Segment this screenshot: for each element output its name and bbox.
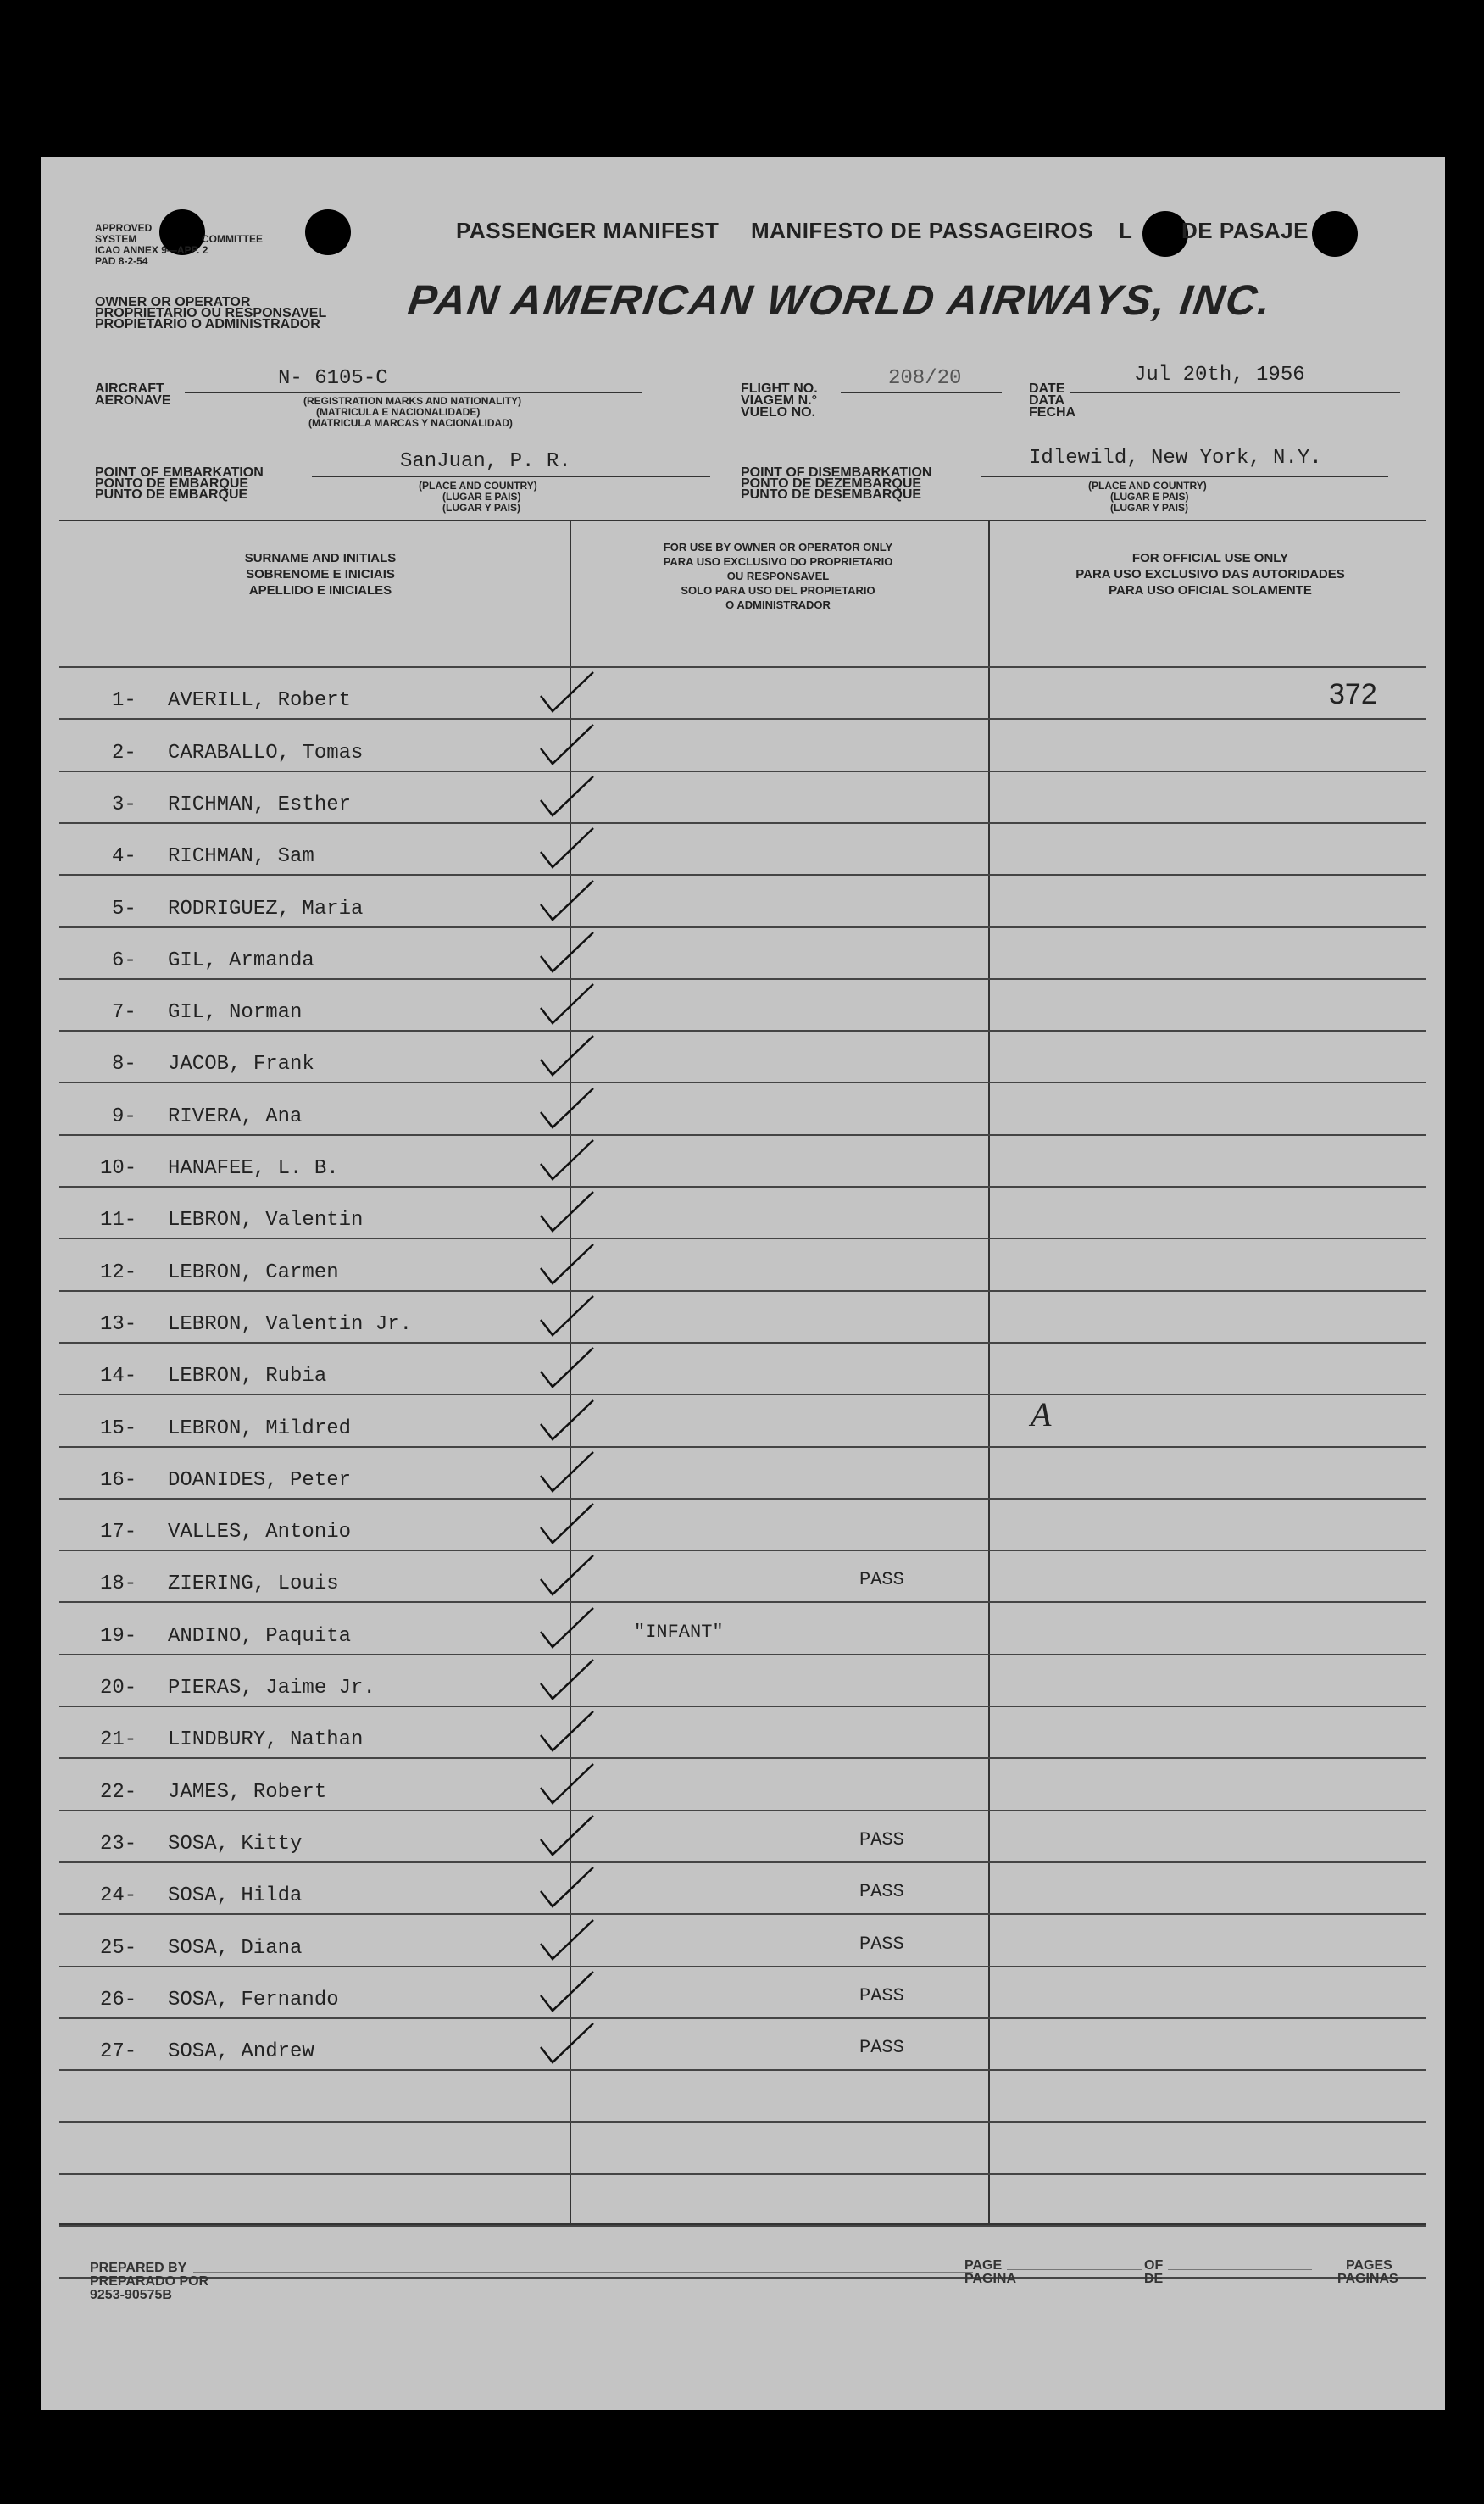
passenger-number: 13-: [100, 1313, 137, 1336]
disembark-label-1: POINT OF DISEMBARKATION: [741, 465, 932, 480]
disembark-note-2: (LUGAR E PAIS): [1110, 491, 1189, 503]
checkmark-icon: [534, 1447, 610, 1498]
embark-label-1: POINT OF EMBARKATION: [95, 465, 264, 480]
passenger-name: SOSA, Fernando: [168, 1989, 339, 2012]
checkmark-icon: [534, 1291, 610, 1342]
owner-label-1: OWNER OR OPERATOR: [95, 295, 251, 309]
row-line: [59, 666, 1426, 668]
col-header-official: [998, 550, 1422, 598]
row-line: [59, 2173, 1426, 2175]
checkmark-icon: [534, 1083, 610, 1134]
aircraft-label-2: AERONAVE: [95, 393, 171, 408]
aircraft-note-2: (MATRICULA E NACIONALIDADE): [316, 406, 481, 418]
passenger-number: 9-: [112, 1105, 136, 1128]
row-line: [59, 1757, 1426, 1759]
approval-line-1: APPROVED: [95, 222, 153, 234]
checkmark-icon: [534, 1603, 610, 1654]
checkmark-icon: [534, 667, 610, 718]
passenger-name: CARABALLO, Tomas: [168, 742, 364, 765]
row-line: [59, 1706, 1426, 1707]
prepared-label-2: PREPARADO POR: [90, 2274, 209, 2289]
passenger-name: AVERILL, Robert: [168, 689, 352, 712]
passenger-number: 23-: [100, 1833, 137, 1856]
flight-label-2: VIAGEM N.°: [741, 393, 817, 408]
date-value: Jul 20th, 1956: [1134, 364, 1305, 387]
checkmark-icon: [534, 927, 610, 978]
passenger-number: 18-: [100, 1572, 137, 1595]
row-line: [59, 1342, 1426, 1344]
col-owner-line-3: OU RESPONSAVEL: [726, 570, 830, 582]
passenger-number: 25-: [100, 1937, 137, 1960]
aircraft-note-1: (REGISTRATION MARKS AND NATIONALITY): [303, 395, 522, 407]
passenger-name: GIL, Norman: [168, 1001, 303, 1024]
row-line: [59, 1394, 1426, 1395]
page-underline: [1007, 2269, 1142, 2270]
passenger-name: LINDBURY, Nathan: [168, 1728, 364, 1751]
passenger-note: PASS: [859, 1569, 904, 1590]
row-line: [59, 2225, 1426, 2227]
row-line: [59, 1601, 1426, 1603]
passenger-number: 7-: [112, 1001, 136, 1024]
row-line: [59, 1654, 1426, 1655]
row-line: [59, 1290, 1426, 1292]
embark-value: SanJuan, P. R.: [400, 450, 571, 473]
embark-note-2: (LUGAR E PAIS): [442, 491, 521, 503]
aircraft-value: N- 6105-C: [278, 367, 388, 390]
passenger-note: PASS: [859, 1829, 904, 1850]
row-line: [59, 771, 1426, 772]
manifest-document: [41, 157, 1445, 2410]
row-line: [59, 1498, 1426, 1500]
row-line: [59, 978, 1426, 980]
prepared-underline: [193, 2272, 973, 2273]
title-es-tail: DE PASAJE: [1181, 218, 1309, 243]
col-owner-line-4: SOLO PARA USO DEL PROPIETARIO: [681, 584, 875, 597]
row-line: [59, 1550, 1426, 1551]
embark-note-3: (LUGAR Y PAIS): [442, 502, 521, 514]
disembark-note-3: (LUGAR Y PAIS): [1110, 502, 1189, 514]
form-number: 9253-90575B: [90, 2288, 172, 2302]
passenger-number: 2-: [112, 742, 136, 765]
flight-label-3: VUELO NO.: [741, 405, 816, 420]
table-top-border: [59, 520, 1426, 521]
row-line: [59, 1082, 1426, 1083]
col-official-line-3: PARA USO OFICIAL SOLAMENTE: [1109, 583, 1312, 598]
aircraft-label-1: AIRCRAFT: [95, 381, 164, 396]
passenger-name: SOSA, Kitty: [168, 1833, 303, 1856]
approval-line-2: SYSTEM: [95, 233, 137, 245]
passenger-name: PIERAS, Jaime Jr.: [168, 1677, 375, 1700]
passenger-name: ZIERING, Louis: [168, 1572, 339, 1595]
passenger-name: RICHMAN, Esther: [168, 793, 352, 816]
aircraft-note-3: (MATRICULA MARCAS Y NACIONALIDAD): [308, 417, 513, 429]
col-names-line-1: SURNAME AND INITIALS: [244, 551, 397, 565]
row-line: [59, 1446, 1426, 1448]
checkmark-icon: [534, 876, 610, 926]
passenger-note: PASS: [859, 1881, 904, 1902]
row-line: [59, 874, 1426, 876]
checkmark-icon: [534, 1862, 610, 1913]
row-line: [59, 2069, 1426, 2071]
checkmark-icon: [534, 979, 610, 1030]
passenger-number: 27-: [100, 2040, 137, 2063]
official-number: 372: [1329, 678, 1377, 710]
passenger-name: RICHMAN, Sam: [168, 845, 314, 868]
embark-label-2: PONTO DE EMBARQUE: [95, 476, 249, 491]
checkmark-icon: [534, 771, 610, 822]
passenger-number: 6-: [112, 949, 136, 972]
row-line: [59, 1966, 1426, 1967]
passenger-number: 8-: [112, 1053, 136, 1076]
passenger-name: LEBRON, Valentin Jr.: [168, 1313, 413, 1336]
date-label-2: DATA: [1029, 393, 1065, 408]
of-underline: [1168, 2269, 1312, 2270]
embark-label-3: PUNTO DE EMBARQUE: [95, 487, 248, 502]
checkmark-icon: [534, 1759, 610, 1810]
owner-label-2: PROPRIETARIO OU RESPONSAVEL: [95, 306, 327, 320]
punch-hole: [1312, 211, 1358, 257]
row-line: [59, 1186, 1426, 1188]
checkmark-icon: [534, 1499, 610, 1550]
col-names-line-3: APELLIDO E INICIALES: [248, 583, 392, 598]
approval-line-4: PAD 8-2-54: [95, 255, 148, 267]
row-line: [59, 1861, 1426, 1863]
row-line: [59, 1810, 1426, 1811]
checkmark-icon: [534, 720, 610, 771]
passenger-number: 10-: [100, 1157, 137, 1180]
flight-label-1: FLIGHT NO.: [741, 381, 818, 396]
pages-label-2: PAGINAS: [1337, 2272, 1398, 2286]
passenger-note: PASS: [859, 1985, 904, 2006]
passenger-number: 3-: [112, 793, 136, 816]
checkmark-icon: [534, 1031, 610, 1082]
passenger-name: SOSA, Andrew: [168, 2040, 314, 2063]
passenger-number: 26-: [100, 1989, 137, 2012]
owner-label-3: PROPIETARIO O ADMINISTRADOR: [95, 317, 320, 331]
row-line: [59, 1913, 1426, 1915]
row-line: [59, 2121, 1426, 2123]
checkmark-icon: [534, 1187, 610, 1238]
company-name: PAN AMERICAN WORLD AIRWAYS, INC.: [405, 276, 1276, 324]
col-owner-line-1: FOR USE BY OWNER OR OPERATOR ONLY: [663, 541, 893, 554]
passenger-number: 15-: [100, 1417, 137, 1440]
col-names-line-2: SOBRENOME E INICIAIS: [246, 567, 395, 581]
aircraft-underline: [185, 392, 642, 393]
passenger-name: DOANIDES, Peter: [168, 1469, 352, 1492]
passenger-name: GIL, Armanda: [168, 949, 314, 972]
passenger-name: JAMES, Robert: [168, 1781, 327, 1804]
passenger-number: 19-: [100, 1625, 137, 1648]
passenger-name: LEBRON, Rubia: [168, 1365, 327, 1388]
passenger-name: LEBRON, Mildred: [168, 1417, 352, 1440]
punch-hole: [305, 209, 351, 255]
passenger-number: 5-: [112, 898, 136, 921]
passenger-number: 22-: [100, 1781, 137, 1804]
row-line: [59, 822, 1426, 824]
checkmark-icon: [534, 1915, 610, 1966]
approval-line-3: ICAO ANNEX 9—APP. 2: [95, 244, 208, 256]
passenger-number: 24-: [100, 1884, 137, 1907]
passenger-name: HANAFEE, L. B.: [168, 1157, 339, 1180]
disembark-underline: [981, 476, 1388, 477]
pages-label-1: PAGES: [1346, 2258, 1392, 2273]
passenger-name: RIVERA, Ana: [168, 1105, 303, 1128]
col-owner-line-2: PARA USO EXCLUSIVO DO PROPRIETARIO: [663, 555, 893, 568]
row-line: [59, 1134, 1426, 1136]
passenger-name: JACOB, Frank: [168, 1053, 314, 1076]
passenger-name: SOSA, Hilda: [168, 1884, 303, 1907]
passenger-number: 14-: [100, 1365, 137, 1388]
title-es: L: [1119, 218, 1133, 243]
checkmark-icon: [534, 823, 610, 874]
embark-underline: [312, 476, 710, 477]
row-line: [59, 1238, 1426, 1239]
passenger-name: ANDINO, Paquita: [168, 1625, 352, 1648]
checkmark-icon: [534, 1967, 610, 2017]
passenger-number: 20-: [100, 1677, 137, 1700]
col-official-line-2: PARA USO EXCLUSIVO DAS AUTORIDADES: [1075, 567, 1345, 581]
official-mark: A: [1031, 1395, 1052, 1433]
passenger-note: "INFANT": [634, 1622, 724, 1643]
checkmark-icon: [534, 1655, 610, 1706]
passenger-name: VALLES, Antonio: [168, 1521, 352, 1544]
checkmark-icon: [534, 1343, 610, 1394]
row-line: [59, 926, 1426, 928]
flight-underline: [841, 392, 1002, 393]
passenger-number: 21-: [100, 1728, 137, 1751]
of-label-1: OF: [1144, 2258, 1164, 2273]
col-official-line-1: FOR OFFICIAL USE ONLY: [1131, 551, 1289, 565]
title-en: PASSENGER MANIFEST: [456, 218, 720, 243]
checkmark-icon: [534, 1135, 610, 1186]
checkmark-icon: [534, 1395, 610, 1446]
col-header-names: [142, 550, 498, 598]
passenger-name: LEBRON, Carmen: [168, 1261, 339, 1284]
passenger-name: RODRIGUEZ, Maria: [168, 898, 364, 921]
date-label-1: DATE: [1029, 381, 1065, 396]
column-divider-2: [988, 520, 990, 2223]
row-line: [59, 2277, 1426, 2279]
prepared-label-1: PREPARED BY: [90, 2261, 187, 2275]
checkmark-icon: [534, 1706, 610, 1757]
committee-label: COMMITTEE: [202, 233, 263, 245]
flight-value: 208/20: [888, 367, 962, 390]
col-header-owner: [583, 540, 973, 612]
passenger-note: PASS: [859, 2037, 904, 2058]
checkmark-icon: [534, 1239, 610, 1290]
of-label-2: DE: [1144, 2272, 1164, 2286]
checkmark-icon: [534, 1811, 610, 1861]
checkmark-icon: [534, 2018, 610, 2069]
page-label-1: PAGE: [964, 2258, 1003, 2273]
disembark-label-3: PUNTO DE DESEMBARQUE: [741, 487, 922, 502]
row-line: [59, 1030, 1426, 1032]
row-line: [59, 2017, 1426, 2019]
checkmark-icon: [534, 1550, 610, 1601]
title-pt: MANIFESTO DE PASSAGEIROS: [751, 218, 1093, 243]
passenger-name: SOSA, Diana: [168, 1937, 303, 1960]
passenger-number: 1-: [112, 689, 136, 712]
passenger-number: 12-: [100, 1261, 137, 1284]
date-underline: [1070, 392, 1400, 393]
page-label-2: PAGINA: [964, 2272, 1017, 2286]
embark-note-1: (PLACE AND COUNTRY): [419, 480, 537, 492]
passenger-name: LEBRON, Valentin: [168, 1209, 364, 1232]
row-line: [59, 718, 1426, 720]
date-label-3: FECHA: [1029, 405, 1076, 420]
disembark-note-1: (PLACE AND COUNTRY): [1088, 480, 1207, 492]
col-owner-line-5: O ADMINISTRADOR: [725, 598, 831, 611]
passenger-number: 17-: [100, 1521, 137, 1544]
passenger-number: 4-: [112, 845, 136, 868]
passenger-number: 11-: [100, 1209, 137, 1232]
disembark-label-2: PONTO DE DEZEMBARQUE: [741, 476, 922, 491]
disembark-value: Idlewild, New York, N.Y.: [1029, 447, 1322, 470]
passenger-number: 16-: [100, 1469, 137, 1492]
passenger-note: PASS: [859, 1934, 904, 1955]
